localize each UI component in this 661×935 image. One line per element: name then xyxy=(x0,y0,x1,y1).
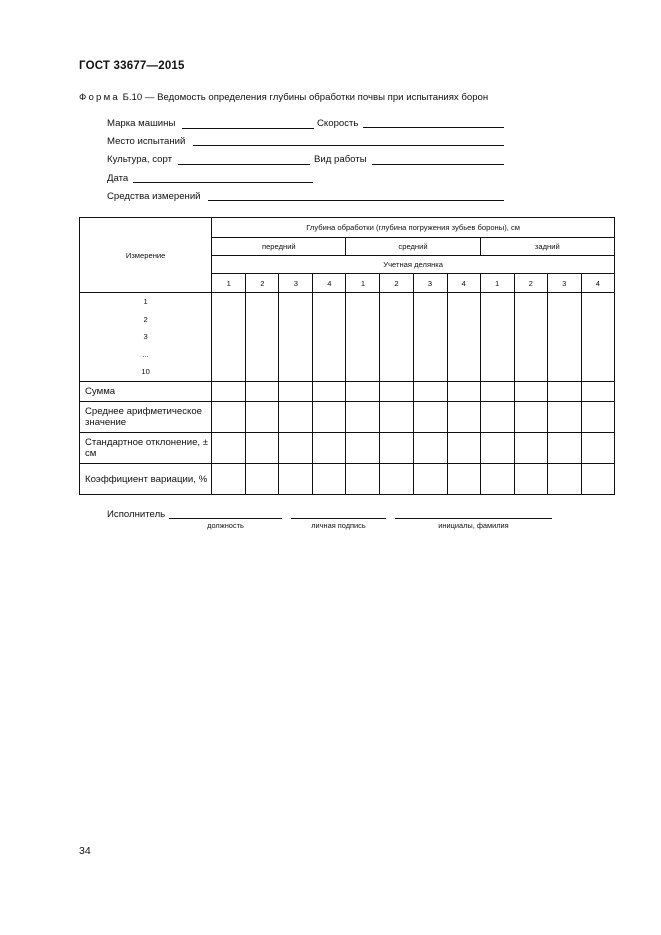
data-cell[interactable] xyxy=(447,464,480,495)
data-cell[interactable] xyxy=(480,464,514,495)
data-cell[interactable] xyxy=(547,402,581,433)
field-work-type-line[interactable] xyxy=(372,164,504,165)
field-speed-label: Скорость xyxy=(317,118,359,129)
data-cell[interactable] xyxy=(547,293,581,382)
data-cell[interactable] xyxy=(313,464,346,495)
data-cell[interactable] xyxy=(480,293,514,382)
data-cell[interactable] xyxy=(581,293,614,382)
data-cell[interactable] xyxy=(413,464,447,495)
data-cell[interactable] xyxy=(447,433,480,464)
measurement-numbers xyxy=(80,293,212,382)
field-machine-line[interactable] xyxy=(182,128,314,129)
data-cell[interactable] xyxy=(346,464,380,495)
data-cell[interactable] xyxy=(313,433,346,464)
group-rear: задний xyxy=(480,238,614,256)
plot-number: 2 xyxy=(380,274,413,293)
data-cell[interactable] xyxy=(514,402,547,433)
plot-number: 3 xyxy=(279,274,313,293)
row-label-sum: Сумма xyxy=(80,382,212,402)
data-cell[interactable] xyxy=(279,293,313,382)
data-cell[interactable] xyxy=(380,433,413,464)
data-cell[interactable] xyxy=(212,433,246,464)
measurement-number: 1 xyxy=(143,297,148,307)
measurement-header: Измерение xyxy=(80,218,212,293)
measurement-number: ... xyxy=(142,349,149,359)
depth-table xyxy=(79,217,615,495)
data-cell[interactable] xyxy=(246,464,279,495)
data-cell[interactable] xyxy=(246,382,279,402)
row-label-std-dev: Стандартное отклонение, ± см xyxy=(80,433,212,464)
data-cell[interactable] xyxy=(581,382,614,402)
data-cell[interactable] xyxy=(246,433,279,464)
data-cell[interactable] xyxy=(212,382,246,402)
plot-header: Учетная делянка xyxy=(212,256,615,274)
data-cell[interactable] xyxy=(212,464,246,495)
field-instruments-line[interactable] xyxy=(208,200,504,201)
data-cell[interactable] xyxy=(212,293,246,382)
data-cell[interactable] xyxy=(246,402,279,433)
field-place-line[interactable] xyxy=(193,145,504,146)
group-middle: средний xyxy=(346,238,480,256)
data-cell[interactable] xyxy=(447,293,480,382)
field-work-type-label: Вид работы xyxy=(314,154,367,165)
signature-sign-line[interactable] xyxy=(291,518,386,519)
page-number: 34 xyxy=(79,845,91,857)
form-caption xyxy=(79,92,488,103)
plot-number: 4 xyxy=(313,274,346,293)
plot-number: 2 xyxy=(514,274,547,293)
row-label-variation: Коэффициент вариации, % xyxy=(80,464,212,495)
data-cell[interactable] xyxy=(279,402,313,433)
signature-label: Исполнитель xyxy=(107,509,166,520)
data-cell[interactable] xyxy=(514,293,547,382)
plot-number: 4 xyxy=(581,274,614,293)
data-cell[interactable] xyxy=(480,402,514,433)
data-cell[interactable] xyxy=(380,402,413,433)
plot-number: 3 xyxy=(413,274,447,293)
data-cell[interactable] xyxy=(413,402,447,433)
data-cell[interactable] xyxy=(547,433,581,464)
plot-number: 1 xyxy=(480,274,514,293)
data-cell[interactable] xyxy=(547,382,581,402)
depth-header: Глубина обработки (глубина погружения зубьев бороны), см xyxy=(212,218,615,238)
plot-number: 1 xyxy=(346,274,380,293)
data-cell[interactable] xyxy=(547,464,581,495)
measurement-number: 3 xyxy=(143,332,148,342)
signature-position-caption: должность xyxy=(207,521,244,530)
data-cell[interactable] xyxy=(480,433,514,464)
field-date-label: Дата xyxy=(107,173,129,184)
field-crop-label: Культура, сорт xyxy=(107,154,172,165)
measurement-number: 10 xyxy=(141,367,150,377)
data-cell[interactable] xyxy=(380,293,413,382)
field-instruments-label: Средства измерений xyxy=(107,191,201,202)
plot-number: 3 xyxy=(547,274,581,293)
standard-number: ГОСТ 33677—2015 xyxy=(79,60,185,72)
data-cell[interactable] xyxy=(581,464,614,495)
measurement-number: 2 xyxy=(143,314,148,324)
data-cell[interactable] xyxy=(346,433,380,464)
data-cell[interactable] xyxy=(514,433,547,464)
row-label-mean: Среднее арифметическое значение xyxy=(80,402,212,433)
data-cell[interactable] xyxy=(346,293,380,382)
data-cell[interactable] xyxy=(447,382,480,402)
data-cell[interactable] xyxy=(279,382,313,402)
field-crop-line[interactable] xyxy=(178,164,310,165)
data-cell[interactable] xyxy=(413,382,447,402)
data-cell[interactable] xyxy=(380,382,413,402)
data-cell[interactable] xyxy=(413,433,447,464)
form-caption-prefix: Форма xyxy=(79,92,120,103)
signature-name-caption: инициалы, фамилия xyxy=(438,521,509,530)
field-machine-label: Марка машины xyxy=(107,118,176,129)
data-cell[interactable] xyxy=(480,382,514,402)
signature-sign-caption: личная подпись xyxy=(311,521,366,530)
field-date-line[interactable] xyxy=(133,182,313,183)
plot-number: 1 xyxy=(212,274,246,293)
data-cell[interactable] xyxy=(413,293,447,382)
plot-number: 2 xyxy=(246,274,279,293)
data-cell[interactable] xyxy=(313,382,346,402)
signature-position-line[interactable] xyxy=(169,518,282,519)
data-cell[interactable] xyxy=(447,402,480,433)
plot-number: 4 xyxy=(447,274,480,293)
data-cell[interactable] xyxy=(279,433,313,464)
data-cell[interactable] xyxy=(514,464,547,495)
data-cell[interactable] xyxy=(514,382,547,402)
data-cell[interactable] xyxy=(346,402,380,433)
data-cell[interactable] xyxy=(313,402,346,433)
data-cell[interactable] xyxy=(212,402,246,433)
data-cell[interactable] xyxy=(279,464,313,495)
data-cell[interactable] xyxy=(581,433,614,464)
group-front: передний xyxy=(212,238,346,256)
signature-name-line[interactable] xyxy=(395,518,552,519)
field-speed-line[interactable] xyxy=(363,127,504,128)
field-place-label: Место испытаний xyxy=(107,136,186,147)
data-cell[interactable] xyxy=(246,293,279,382)
data-cell[interactable] xyxy=(346,382,380,402)
data-cell[interactable] xyxy=(380,464,413,495)
data-cell[interactable] xyxy=(581,402,614,433)
form-caption-text: Б.10 — Ведомость определения глубины обработки почвы при испытаниях борон xyxy=(122,92,489,103)
data-cell[interactable] xyxy=(313,293,346,382)
